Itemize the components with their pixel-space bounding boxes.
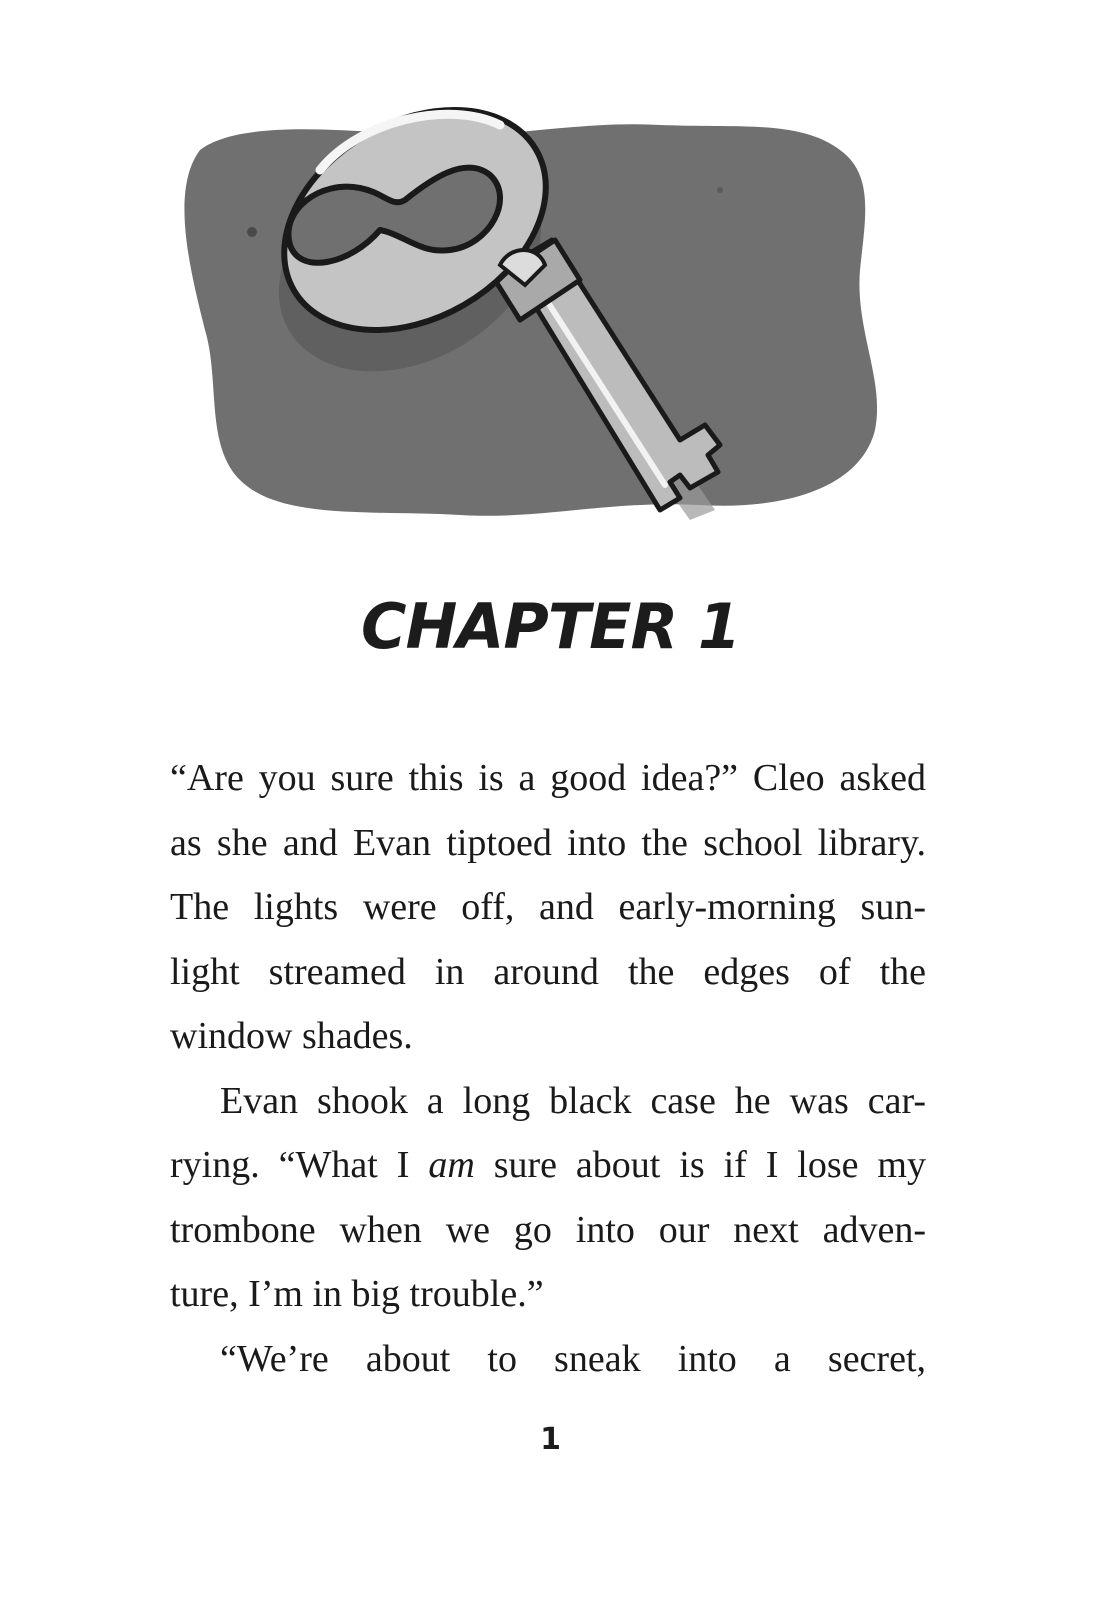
text-line: light streamed in around the edges of the [170, 950, 926, 993]
chapter-title: CHAPTER 1 [361, 590, 740, 663]
text-line: trombone when we go into our next adven- [170, 1208, 926, 1251]
text-line: as she and Evan tiptoed into the school library. [170, 821, 926, 864]
text-line: ture, I’m in big trouble.” [170, 1273, 544, 1315]
text-line: Evan shook a long black case he was car- [220, 1079, 926, 1122]
text-run: sure about is if I lose my [474, 1144, 926, 1186]
text-run: rying. “What I [170, 1144, 429, 1186]
page-number: 1 [540, 1422, 561, 1457]
text-line: “We’re about to sneak into a secret, [220, 1337, 926, 1380]
key-illustration [160, 80, 900, 560]
text-line [170, 1133, 926, 1198]
emphasis-word: am [428, 1144, 475, 1186]
chapter-body-text [170, 746, 926, 1391]
text-line: The lights were off, and early-morning sun- [170, 886, 926, 928]
text-line: “Are you sure this is a good idea?” Cleo asked [170, 757, 926, 799]
text-line: window shades. [170, 1015, 413, 1057]
